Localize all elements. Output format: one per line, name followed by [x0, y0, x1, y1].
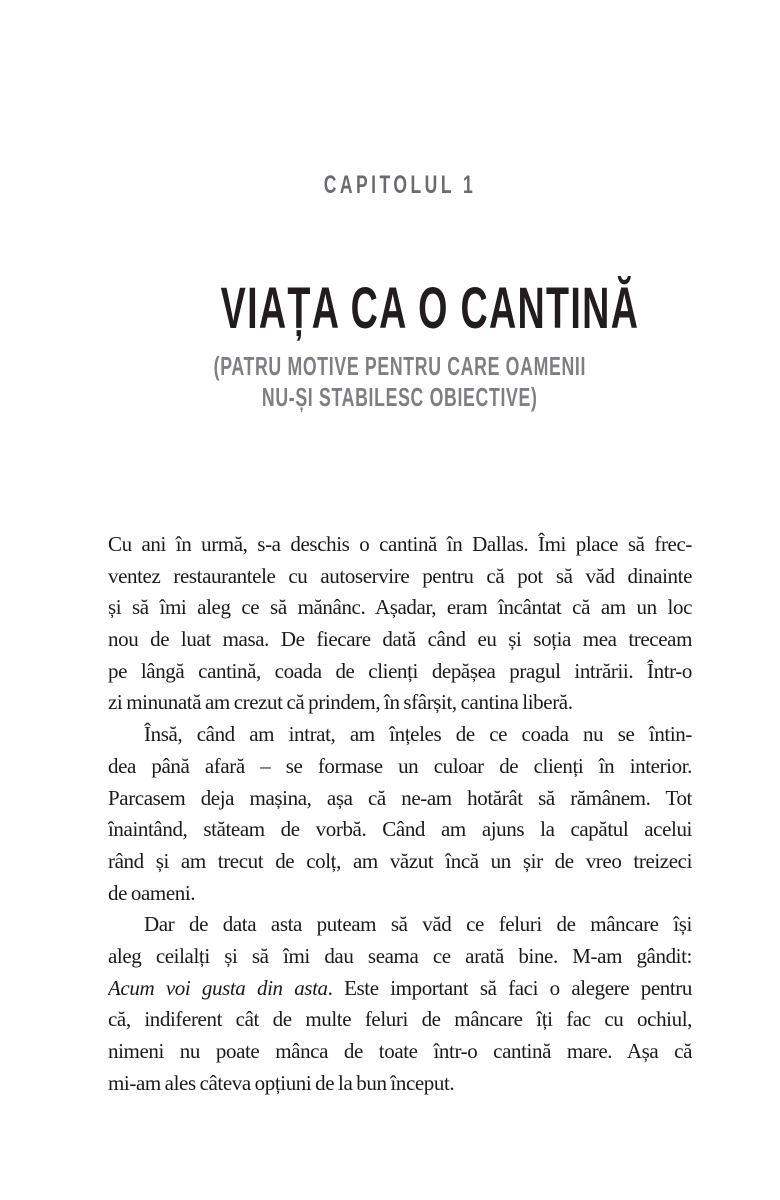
- chapter-subtitle-line1: (PATRU MOTIVE PENTRU CARE OAMENII: [213, 351, 587, 381]
- body-line: [108, 529, 692, 561]
- body-text-segment: înaintând, stăteam de vorbă. Când am ajuns la capătul acelui: [108, 817, 692, 842]
- body-line: [108, 687, 692, 719]
- body-line: [108, 783, 692, 815]
- body-text-segment: pe lângă cantină, coada de clienți depășea pragul intrării. Într-o: [108, 658, 692, 683]
- body-text-segment: . Este important să faci o alegere pentru: [327, 975, 692, 1000]
- body-line: [108, 624, 692, 656]
- body-text-segment: și să îmi aleg ce să mănânc. Așadar, eram încântat că am un loc: [108, 595, 692, 620]
- body-text-segment: Însă, când am intrat, am înțeles de ce coada nu se întin-: [144, 722, 692, 747]
- chapter-subtitle: [108, 351, 692, 413]
- chapter-subtitle-line2: NU-ȘI STABILESC OBIECTIVE): [262, 382, 538, 412]
- body-line: [108, 561, 692, 593]
- body-line: [108, 1036, 692, 1068]
- body-line: [108, 656, 692, 688]
- body-text-segment: ventez restaurantele cu autoservire pentru că pot să văd dinainte: [108, 563, 692, 588]
- body-line: [108, 1004, 692, 1036]
- body-text-segment: Dar de data asta puteam să văd ce feluri de mâncare își: [144, 912, 692, 937]
- body-text-segment: că, indiferent cât de multe feluri de mâncare îți fac cu ochiul,: [108, 1007, 692, 1032]
- body-line: [108, 846, 692, 878]
- body-text-segment: nou de luat masa. De fiecare dată când eu și soția mea treceam: [108, 627, 692, 652]
- body-text-segment: nimeni nu poate mânca de toate într-o cantină mare. Așa că: [108, 1039, 692, 1063]
- body-line: [108, 751, 692, 783]
- chapter-title-text: VIAȚA CA O CANTINĂ: [220, 276, 640, 341]
- body-line: [108, 814, 692, 846]
- body-text-segment: rând și am trecut de colț, am văzut încă un șir de vreo treizeci: [108, 848, 692, 873]
- body-text-segment: zi minunată am crezut că prindem, în sfârșit, cantina liberă.: [108, 690, 573, 715]
- body-text-segment: Cu ani în urmă, s-a deschis o cantină în Dallas. Îmi place să frec-: [108, 532, 692, 556]
- chapter-title: [108, 276, 692, 341]
- body-line: [108, 909, 692, 941]
- body-text-italic-segment: Acum voi gusta din asta: [108, 975, 328, 1000]
- body-text-segment: aleg ceilalți și să îmi dau seama ce arată bine. M-am gândit:: [108, 943, 692, 968]
- body-line: [108, 878, 692, 910]
- body-line: [108, 592, 692, 624]
- body-text-segment: dea până afară – se formase un culoar de clienți în interior.: [108, 753, 692, 778]
- body-text-segment: Parcasem deja mașina, așa că ne-am hotărât să rămânem. Tot: [108, 785, 692, 810]
- body-line: [108, 973, 692, 1005]
- body-line: [108, 719, 692, 751]
- body-line: [108, 941, 692, 973]
- chapter-kicker-text: CAPITOLUL 1: [323, 171, 477, 199]
- body-text-segment: mi-am ales câteva opțiuni de la bun început.: [108, 1070, 455, 1095]
- chapter-kicker: [108, 170, 692, 200]
- body-text-segment: de oameni.: [108, 880, 196, 905]
- body-text: [108, 529, 692, 1099]
- body-line: [108, 1068, 692, 1100]
